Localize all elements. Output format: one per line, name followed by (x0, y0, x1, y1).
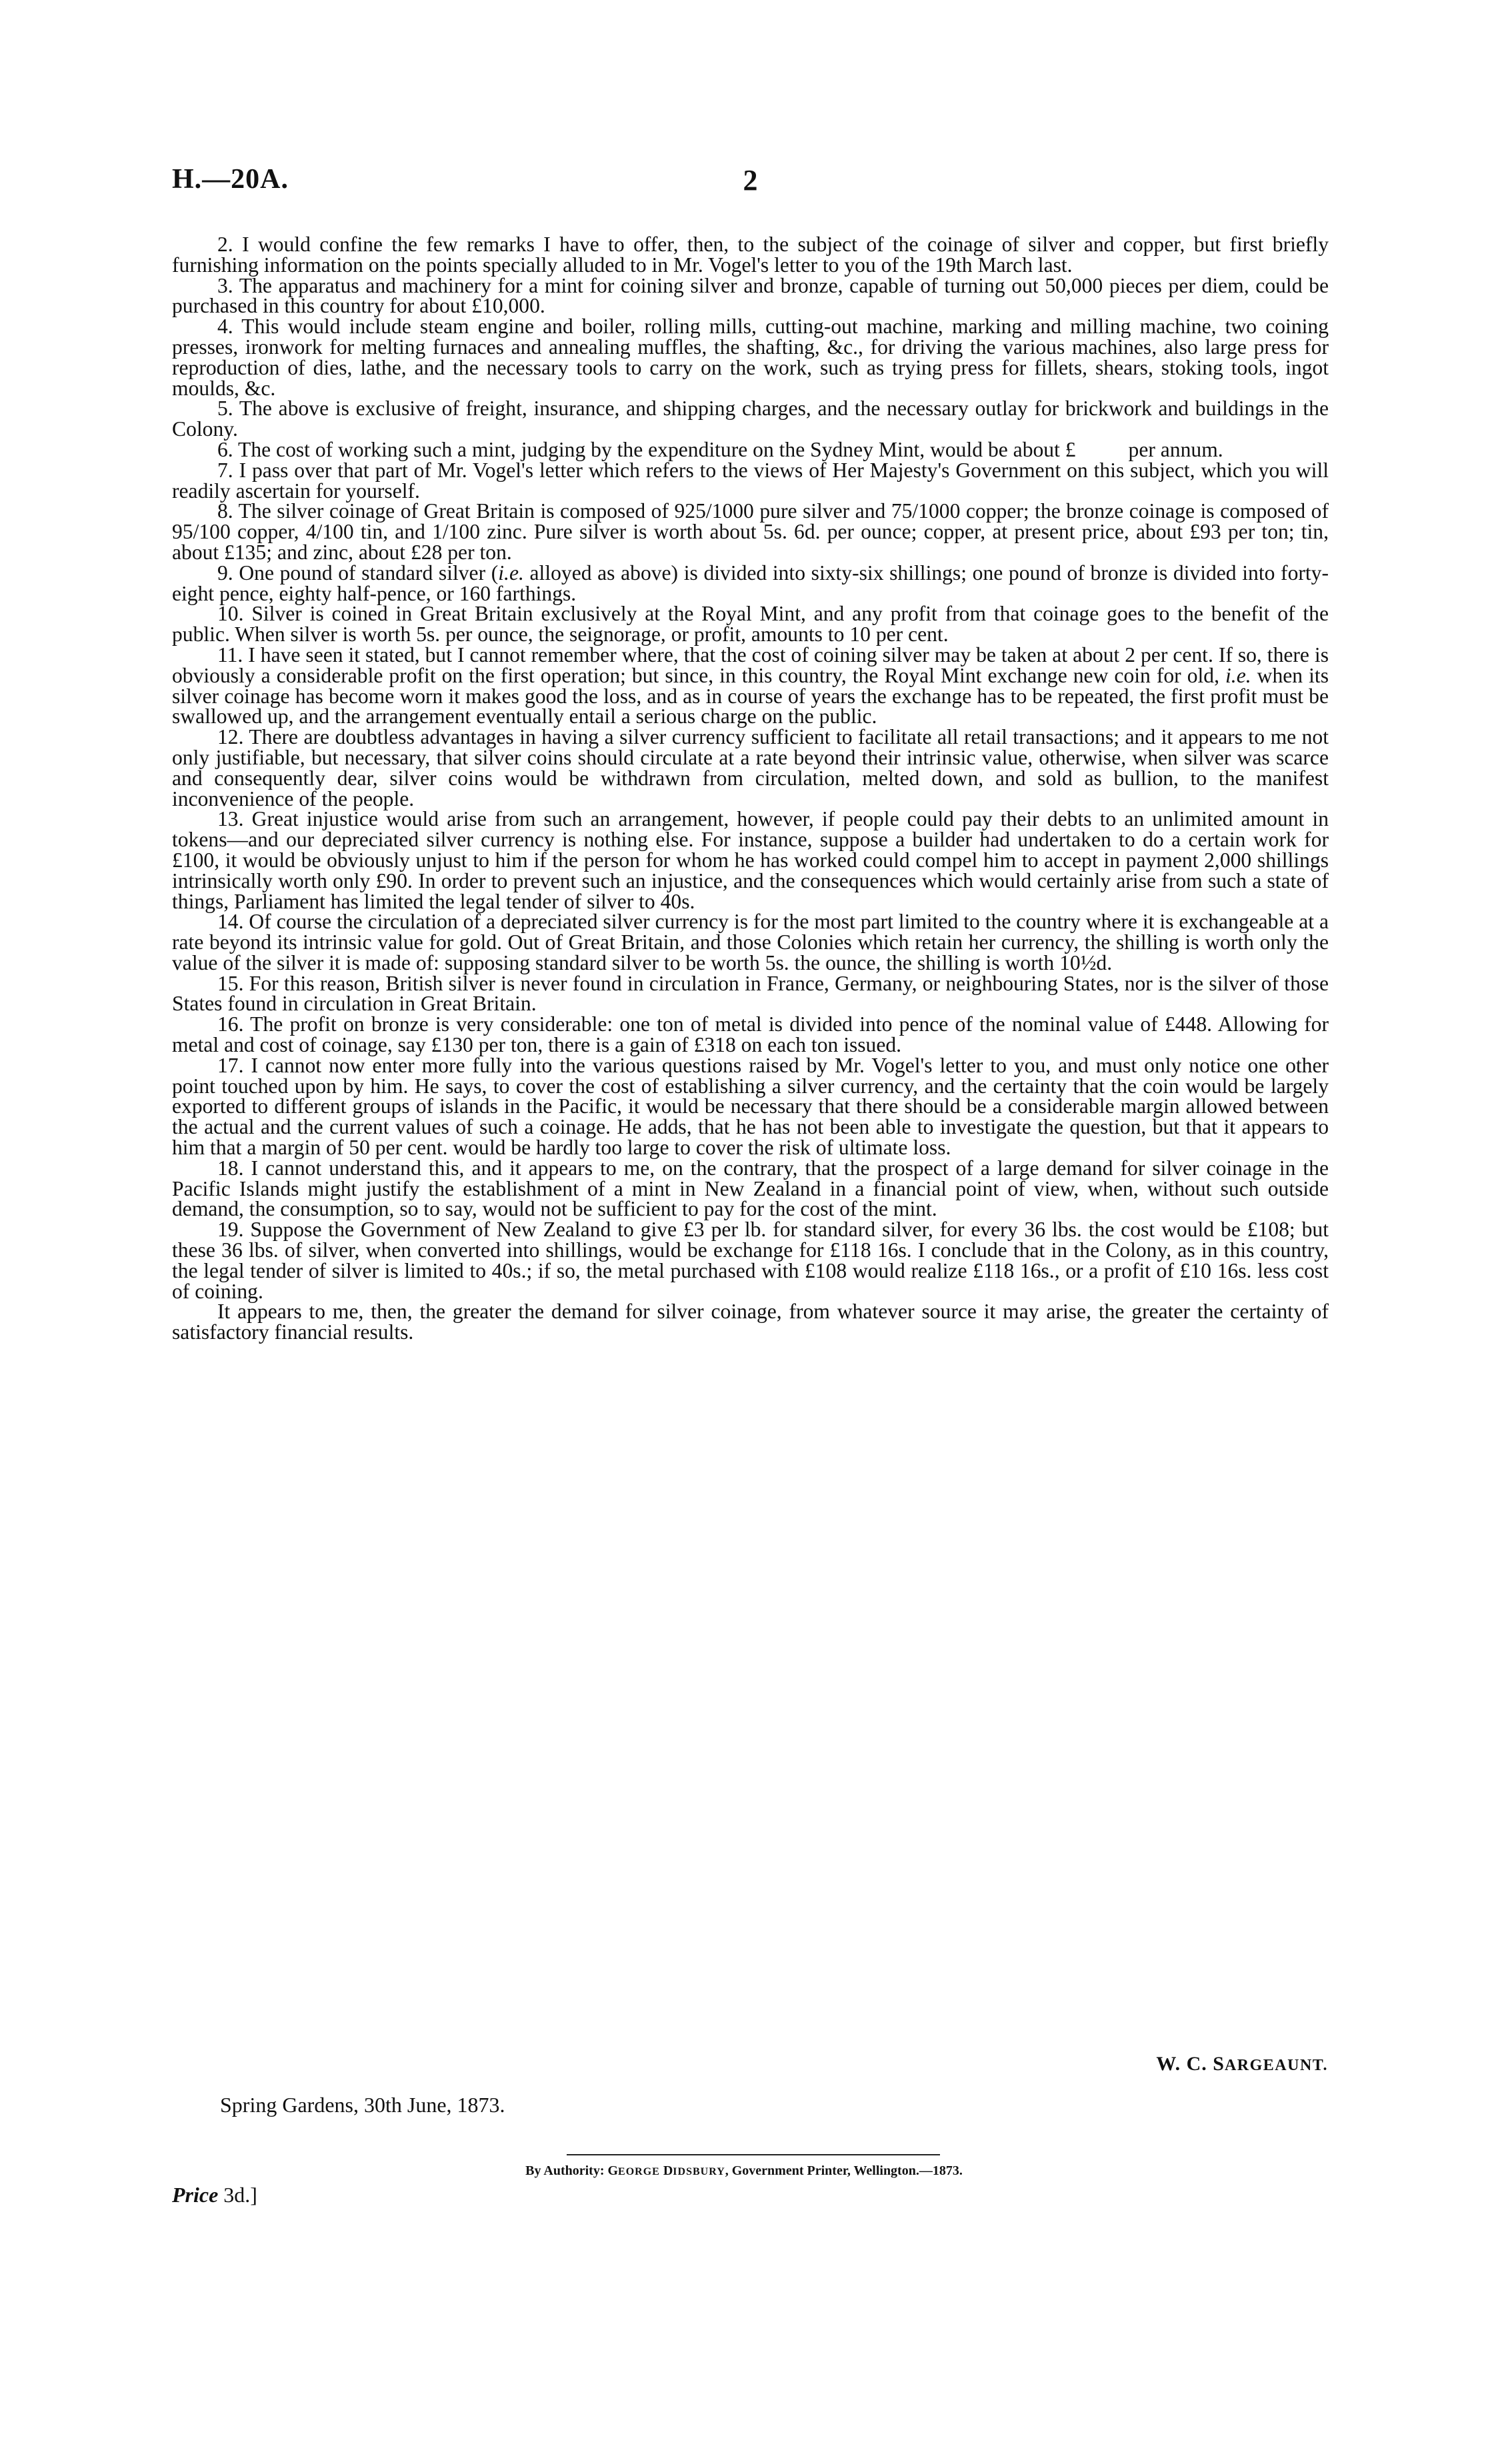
signature-surname: ARGEAUNT. (1224, 2057, 1328, 2074)
body-text (172, 235, 1329, 1343)
paragraph-10: 10. Silver is coined in Great Britain exclusively at the Royal Mint, and any profit from that coinage goes to the benefit of the public. When silver is worth 5s. per ounce, the seignorage, or profit, amounts to 10 per cent. (172, 602, 1329, 646)
price-value: 3d.] (218, 2183, 257, 2207)
paragraph-9-end: alloyed as above) is divided into sixty-six shillings; one pound of bronze is divided into forty-eight pence, eighty half-pence, or 160 farthings. (172, 561, 1329, 605)
signature (1156, 2053, 1328, 2075)
paragraph-4: 4. This would include steam engine and boiler, rolling mills, cutting-out machine, marking and milling machine, two coining presses, ironwork for melting furnaces and annealing muffles, the shafting, &c., for driving the various machines, also large press for reproduction of dies, lathe, and the necessary tools to carry on the work, such as trying press for fillets, shears, stoking tools, ingot moulds, &c. (172, 315, 1329, 400)
paragraph-11-italic: i.e. (1225, 663, 1251, 687)
paragraph-14: 14. Of course the circulation of a depreciated silver currency is for the most part limited to the country where it is exchangeable at a rate beyond its intrinsic value for gold. Out of Great Britain, and those Colonies which retain her currency, the shilling is worth only the value of the silver it is made of: supposing standard silver to be worth 5s. the ounce, the shilling is worth 10½d. (172, 910, 1329, 974)
price-note (172, 2183, 257, 2207)
paragraph-2: 2. I would confine the few remarks I have to offer, then, to the subject of the coinage of silver and copper, but first briefly furnishing information on the points specially alluded to in Mr. Vogel's letter to you of the 19th March last. (172, 233, 1329, 277)
paragraph-9-start: 9. One pound of standard silver ( (217, 561, 499, 585)
paragraph-11-end: when its silver coinage has become worn it makes good the loss, and as in course of years the exchange has to be repeated, the first profit must be swallowed up, and the arrangement eventually entail a serious charge on the public. (172, 663, 1329, 728)
page-header (172, 163, 1329, 203)
imprint-start: By Authority: G (525, 2163, 619, 2178)
paragraph-9-italic: i.e. (498, 561, 524, 585)
paragraph-16: 16. The profit on bronze is very considerable: one ton of metal is divided into pence of the nominal value of £448. Allowing for metal and cost of coinage, say £130 per ton, there is a gain of £318 on each ton issued. (172, 1012, 1329, 1057)
paragraph-8: 8. The silver coinage of Great Britain is composed of 925/1000 pure silver and 75/1000 copper; the bronze coinage is composed of 95/100 copper, 4/100 tin, and 1/100 zinc. Pure silver is worth about 5s. 6d. per ounce; copper, at present price, about £93 per ton; tin, about £135; and zinc, about £28 per ton. (172, 499, 1329, 564)
paragraph-6: 6. The cost of working such a mint, judging by the expenditure on the Sydney Mint, would be about £ per annum. (217, 437, 1223, 461)
imprint-printer-last: IDSBURY (673, 2166, 725, 2177)
paragraph-11 (172, 642, 1329, 728)
paragraph-13: 13. Great injustice would arise from such an arrangement, however, if people could pay their debts to an unlimited amount in tokens—and our depreciated silver currency is nothing else. For instance, suppose a builder had undertaken to do a certain work for £100, it would be obviously unjust to him if the person for whom he has worked could compel him to accept in payment 2,000 shillings intrinsically worth only £90. In order to prevent such an injustice, and the consequences which would certainly arise from such a state of things, Parliament has limited the legal tender of silver to 40s. (172, 807, 1329, 913)
imprint-end: , Government Printer, Wellington.—1873. (725, 2163, 963, 2178)
place-and-date: Spring Gardens, 30th June, 1873. (220, 2093, 505, 2117)
paragraph-17: 17. I cannot now enter more fully into the various questions raised by Mr. Vogel's letter to you, and must only notice one other point touched upon by him. He says, to cover the cost of establishing a silver currency, and the certainty that the coin would be largely exported to different groups of islands in the Pacific, it would be necessary that there should be a considerable margin allowed between the actual and the current values of such a coinage. He adds, that he has not been able to investigate the question, but that it appears to him that a margin of 50 per cent. would be hardly too large to cover the risk of ultimate loss. (172, 1053, 1329, 1160)
price-label: Price (172, 2183, 219, 2207)
printer-imprint (0, 2163, 1488, 2179)
paragraph-9 (172, 563, 1329, 605)
signature-initials: W. C. S (1156, 2053, 1225, 2075)
page-number: 2 (743, 164, 758, 197)
paragraph-18: 18. I cannot understand this, and it appears to me, on the contrary, that the prospect of a large demand for silver coinage in the Pacific Islands might justify the establishment of a mint in New Zealand in a financial point of view, when, without such outside demand, the consumption, so to say, would not be sufficient to pay for the cost of the mint. (172, 1156, 1329, 1221)
closing-paragraph: It appears to me, then, the greater the demand for silver coinage, from whatever source it may arise, the greater the certainty of satisfactory financial results. (172, 1300, 1329, 1344)
paragraph-12: 12. There are doubtless advantages in having a silver currency sufficient to facilitate all retail transactions; and it appears to me not only justifiable, but necessary, that silver coins should circulate at a rate beyond their intrinsic value, otherwise, when silver was scarce and consequently dear, silver coins would be withdrawn from circulation, melted down, and sold as bullion, to the manifest inconvenience of the people. (172, 725, 1329, 810)
document-reference: H.—20A. (172, 164, 289, 195)
footer-divider (567, 2154, 940, 2155)
paragraph-5: 5. The above is exclusive of freight, insurance, and shipping charges, and the necessary outlay for brickwork and buildings in the Colony. (172, 397, 1329, 441)
paragraph-7: 7. I pass over that part of Mr. Vogel's letter which refers to the views of Her Majesty's Government on this subject, which you will readily ascertain for yourself. (172, 458, 1329, 503)
imprint-printer-first: EORGE (618, 2166, 660, 2177)
paragraph-11-start: 11. I have seen it stated, but I cannot remember where, that the cost of coining silver may be taken at about 2 per cent. If so, there is obviously a considerable profit on the first operation; but since, in this country, the Royal Mint exchange new coin for old, (172, 642, 1329, 687)
paragraph-19: 19. Suppose the Government of New Zealand to give £3 per lb. for standard silver, for every 36 lbs. the cost would be £108; but these 36 lbs. of silver, when converted into shillings, would be exchange for £118 16s. I conclude that in the Colony, as in this country, the legal tender of silver is limited to 40s.; if so, the metal purchased with £108 would realize £118 16s., or a profit of £10 16s. less cost of coining. (172, 1218, 1329, 1303)
paragraph-3: 3. The apparatus and machinery for a mint for coining silver and bronze, capable of turning out 50,000 pieces per diem, could be purchased in this country for about £10,000. (172, 273, 1329, 318)
imprint-space: D (659, 2163, 673, 2178)
paragraph-15: 15. For this reason, British silver is never found in circulation in France, Germany, or neighbouring States, nor is the silver of those States found in circulation in Great Britain. (172, 971, 1329, 1016)
